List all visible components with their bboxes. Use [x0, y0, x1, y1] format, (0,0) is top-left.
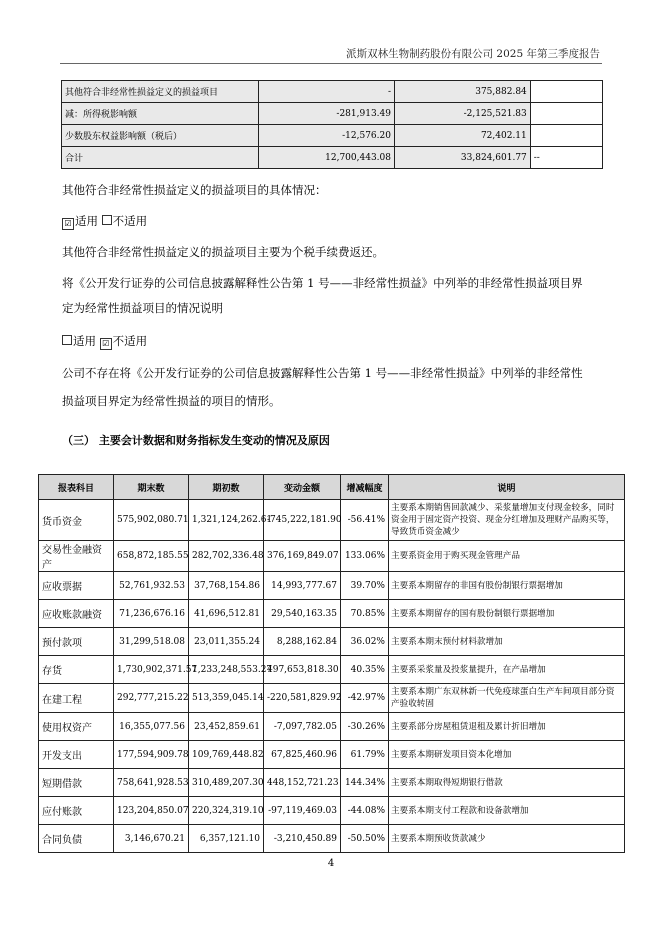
table-row [62, 103, 603, 125]
table-cell-end: 3,146,670.21 [114, 825, 189, 853]
table-row [39, 541, 625, 572]
table-cell-change: -97,119,469.03 [264, 797, 341, 825]
table-cell-end: 123,204,850.07 [114, 797, 189, 825]
table-cell-begin: 37,768,154.86 [189, 572, 264, 600]
table-cell-begin: 109,769,448.82 [189, 741, 264, 769]
applicability-options-2 [62, 333, 147, 350]
table-cell-item: 应收账款融资 [39, 600, 114, 628]
table-cell-pct: -56.41% [341, 500, 389, 541]
table-cell-begin: 41,696,512.81 [189, 600, 264, 628]
table-cell-item: 在建工程 [39, 684, 114, 713]
table-cell-change: 29,540,163.35 [264, 600, 341, 628]
table-cell-pct: 133.06% [341, 541, 389, 572]
table-row [39, 797, 625, 825]
column-header: 说明 [389, 475, 625, 500]
table-cell-change: 497,653,818.30 [264, 656, 341, 684]
table-cell-change: 8,288,162.84 [264, 628, 341, 656]
table-cell-change: -3,210,450.89 [264, 825, 341, 853]
table-cell-change: -220,581,829.92 [264, 684, 341, 713]
table-cell-desc: 主要系部分房屋租赁退租及累计折旧增加 [389, 713, 625, 741]
table-cell-ytd: 375,882.84 [394, 81, 530, 103]
checkbox-not-applicable-checked: ☑ [100, 338, 112, 350]
table-row [39, 500, 625, 541]
table-cell-item: 交易性金融资产 [39, 541, 114, 572]
column-header: 报表科目 [39, 475, 114, 500]
table-cell-current: 12,700,443.08 [259, 147, 395, 169]
table-cell-pct: -44.08% [341, 797, 389, 825]
checkbox-applicable-checked: ☑ [62, 218, 74, 230]
table-cell-desc: 主要系采浆量及投浆量提升，在产品增加 [389, 656, 625, 684]
table-cell-desc: 主要系本期末预付材料款增加 [389, 628, 625, 656]
table-cell-begin: 1,233,248,553.27 [189, 656, 264, 684]
table-cell-current: -281,913.49 [259, 103, 395, 125]
table-cell-label: 其他符合非经常性损益定义的损益项目 [62, 81, 259, 103]
checkbox-applicable [62, 335, 72, 345]
table-cell-item: 存货 [39, 656, 114, 684]
header-divider [60, 63, 602, 64]
table-row [62, 147, 603, 169]
paragraph-no-reclassification-line2: 损益项目界定为经常性损益的项目的情形。 [62, 394, 281, 408]
table-cell-pct: -42.97% [341, 684, 389, 713]
table-cell-pct: 36.02% [341, 628, 389, 656]
table-cell-desc: 主要系资金用于购买现金管理产品 [389, 541, 625, 572]
table-cell-note [530, 125, 602, 147]
table-cell-pct: 40.35% [341, 656, 389, 684]
table-cell-end: 758,641,928.53 [114, 769, 189, 797]
table-cell-label: 合计 [62, 147, 259, 169]
table-cell-change: -7,097,782.05 [264, 713, 341, 741]
option-not-applicable-label: 不适用 [112, 334, 148, 348]
table-cell-ytd: 33,824,601.77 [394, 147, 530, 169]
table-cell-begin: 6,357,121.10 [189, 825, 264, 853]
table-cell-pct: 70.85% [341, 600, 389, 628]
table-cell-desc: 主要系本期销售回款减少、采浆量增加支付现金较多，同时资金用于固定资产投资、现金分红增加及理财产品购买等，导致货币资金减少 [389, 500, 625, 541]
table-cell-begin: 513,359,045.14 [189, 684, 264, 713]
paragraph-reclassification-line1: 将《公开发行证券的公司信息披露解释性公告第 1 号——非经常性损益》中列举的非经常性损益项目界 [62, 276, 583, 290]
table-cell-begin: 310,489,207.30 [189, 769, 264, 797]
paragraph-tax-refund: 其他符合非经常性损益定义的损益项目主要为个税手续费返还。 [62, 245, 384, 259]
table-cell-label: 减：所得税影响额 [62, 103, 259, 125]
table-cell-desc: 主要系本期留存的非国有股份制银行票据增加 [389, 572, 625, 600]
table-row [39, 656, 625, 684]
changes-table [38, 474, 625, 853]
table-cell-item: 货币资金 [39, 500, 114, 541]
column-header: 增减幅度 [341, 475, 389, 500]
section-title: （三） 主要会计数据和财务指标发生变动的情况及原因 [62, 434, 330, 447]
non-recurring-table [61, 80, 603, 169]
option-not-applicable-label: 不适用 [112, 214, 148, 228]
table-cell-desc: 主要系本期支付工程款和设备款增加 [389, 797, 625, 825]
table-row [39, 600, 625, 628]
table-cell-desc: 主要系本期预收货款减少 [389, 825, 625, 853]
table-cell-desc: 主要系本期广东双林新一代免疫球蛋白生产车间项目部分资产验收转固 [389, 684, 625, 713]
table-cell-end: 1,730,902,371.57 [114, 656, 189, 684]
table-cell-desc: 主要系本期留存的国有股份制银行票据增加 [389, 600, 625, 628]
table-cell-ytd: -2,125,521.83 [394, 103, 530, 125]
table-row [39, 572, 625, 600]
table-cell-pct: 144.34% [341, 769, 389, 797]
table-cell-note [530, 81, 602, 103]
table-cell-change: -745,222,181.90 [264, 500, 341, 541]
table-row [62, 81, 603, 103]
table-cell-end: 177,594,909.78 [114, 741, 189, 769]
option-applicable-label: 适用 [75, 214, 98, 228]
column-header: 变动金额 [264, 475, 341, 500]
table-cell-item: 合同负债 [39, 825, 114, 853]
page-header: 派斯双林生物制药股份有限公司 2025 年第三季度报告 [346, 48, 600, 60]
table-cell-end: 31,299,518.08 [114, 628, 189, 656]
table-cell-item: 应付账款 [39, 797, 114, 825]
table-cell-begin: 220,324,319.10 [189, 797, 264, 825]
page-number: 4 [327, 858, 335, 869]
table-cell-change: 376,169,849.07 [264, 541, 341, 572]
table-cell-end: 71,236,676.16 [114, 600, 189, 628]
table-cell-change: 448,152,721.23 [264, 769, 341, 797]
table-row [39, 713, 625, 741]
table-cell-pct: -30.26% [341, 713, 389, 741]
table-cell-ytd: 72,402.11 [394, 125, 530, 147]
paragraph-specific-items: 其他符合非经常性损益定义的损益项目的具体情况： [62, 183, 327, 197]
table-cell-end: 292,777,215.22 [114, 684, 189, 713]
table-cell-desc: 主要系本期研发项目资本化增加 [389, 741, 625, 769]
table-cell-change: 67,825,460.96 [264, 741, 341, 769]
table-cell-begin: 23,452,859.61 [189, 713, 264, 741]
table-cell-end: 52,761,932.53 [114, 572, 189, 600]
table-cell-begin: 282,702,336.48 [189, 541, 264, 572]
table-row [39, 628, 625, 656]
table-row [39, 741, 625, 769]
table-row [39, 825, 625, 853]
table-cell-item: 应收票据 [39, 572, 114, 600]
table-row [62, 125, 603, 147]
column-header: 期末数 [114, 475, 189, 500]
table-cell-item: 预付款项 [39, 628, 114, 656]
table-row [39, 769, 625, 797]
table-cell-current: -12,576.20 [259, 125, 395, 147]
table-cell-desc: 主要系本期取得短期银行借款 [389, 769, 625, 797]
table-cell-pct: -50.50% [341, 825, 389, 853]
table-cell-item: 开发支出 [39, 741, 114, 769]
option-applicable-label: 适用 [73, 334, 96, 348]
paragraph-no-reclassification-line1: 公司不存在将《公开发行证券的公司信息披露解释性公告第 1 号——非经常性损益》中列举的非经常性 [62, 366, 583, 380]
table-cell-end: 16,355,077.56 [114, 713, 189, 741]
applicability-options-1 [62, 213, 147, 230]
table-cell-note [530, 103, 602, 125]
table-cell-current: - [259, 81, 395, 103]
table-cell-pct: 61.79% [341, 741, 389, 769]
column-header: 期初数 [189, 475, 264, 500]
table-cell-change: 14,993,777.67 [264, 572, 341, 600]
table-cell-end: 575,902,080.71 [114, 500, 189, 541]
paragraph-reclassification-line2: 定为经常性损益项目的情况说明 [62, 301, 223, 315]
table-cell-label: 少数股东权益影响额（税后） [62, 125, 259, 147]
table-cell-begin: 23,011,355.24 [189, 628, 264, 656]
table-header-row [39, 475, 625, 500]
checkbox-not-applicable [102, 215, 112, 225]
table-row [39, 684, 625, 713]
table-cell-note: -- [530, 147, 602, 169]
table-cell-item: 使用权资产 [39, 713, 114, 741]
table-cell-item: 短期借款 [39, 769, 114, 797]
table-cell-end: 658,872,185.55 [114, 541, 189, 572]
table-cell-begin: 1,321,124,262.61 [189, 500, 264, 541]
table-cell-pct: 39.70% [341, 572, 389, 600]
